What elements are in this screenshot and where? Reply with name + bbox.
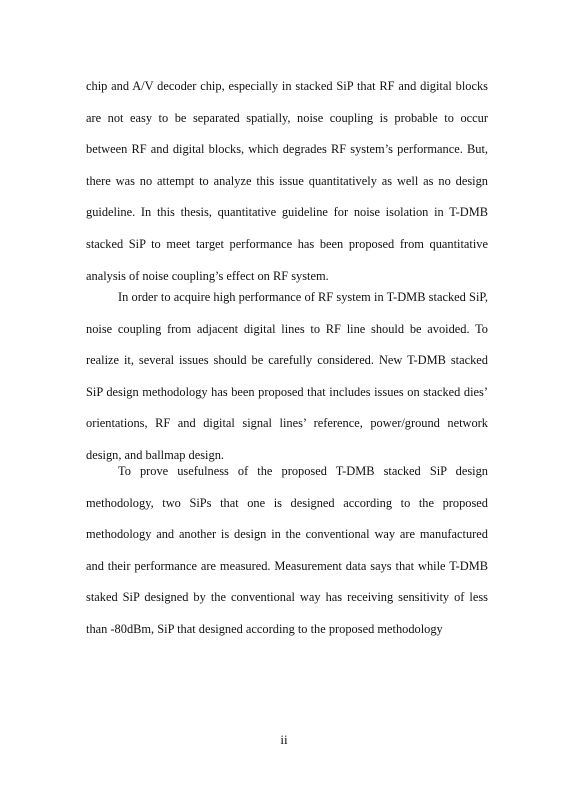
paragraph-continuation [86,71,488,292]
paragraph-2-text: In order to acquire high performance of RF system in T-DMB stacked SiP, noise coupling from adjacent digital lines to RF line should be avoided. To realize it, several issues should be carefully considered. New T-DMB stacked SiP design methodology has been proposed that includes issues on stacked dies’ orientations, RF and digital signal lines’ reference, power/ground network design, and ballmap design. [86,290,488,462]
paragraph-rf-performance [86,282,488,472]
page-number: ii [280,732,288,747]
paragraph-3-text: To prove usefulness of the proposed T-DMB stacked SiP design methodology, two SiPs that one is designed according to the proposed methodology and another is design in the conventional way are manufactured and their performance are measured. Measurement data says that while T-DMB staked SiP designed by the conventional way has receiving sensitivity of less than -80dBm, SiP that designed according to the proposed methodology [86,464,488,636]
paragraph-design-methodology [86,456,488,646]
paragraph-1-text: chip and A/V decoder chip, especially in stacked SiP that RF and digital blocks are not easy to be separated spatially, noise coupling is probable to occur between RF and digital blocks, which degrades RF system’s performance. But, there was no attempt to analyze this issue quantitatively as well as no design guideline. In this thesis, quantitative guideline for noise isolation in T-DMB stacked SiP to meet target performance has been proposed from quantitative analysis of noise coupling’s effect on RF system. [86,79,488,283]
